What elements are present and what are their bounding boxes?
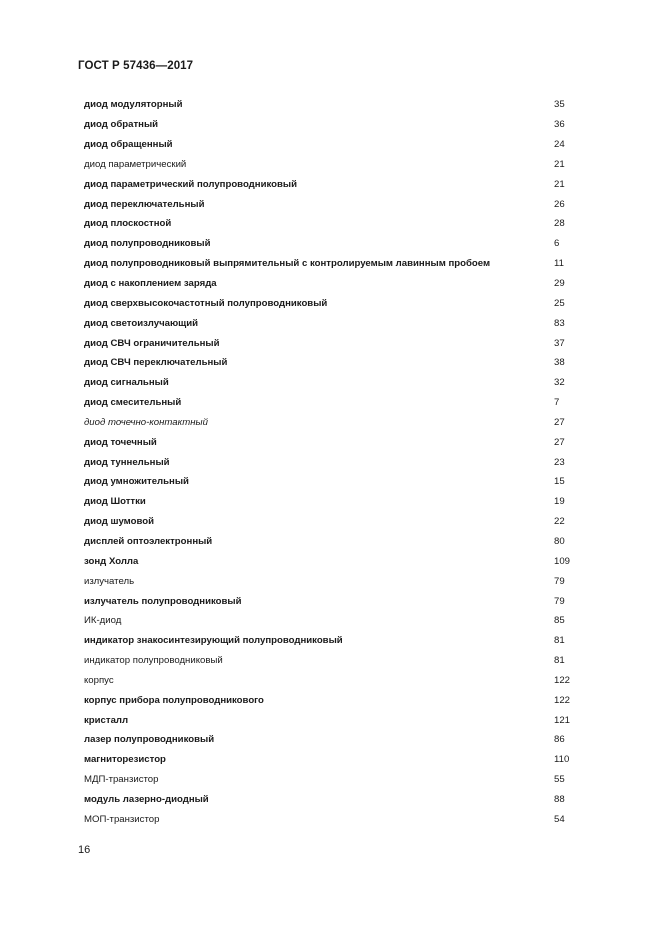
index-term: диод переключательный bbox=[84, 198, 205, 210]
index-entry bbox=[84, 333, 584, 353]
index-term: диод с накоплением заряда bbox=[84, 278, 217, 290]
index-entry bbox=[84, 571, 584, 591]
index-entry bbox=[84, 95, 584, 115]
index-term: диод точечный bbox=[84, 436, 157, 448]
index-entry bbox=[84, 670, 584, 690]
index-entry bbox=[84, 551, 584, 571]
index-term: лазер полупроводниковый bbox=[84, 734, 215, 746]
index-term: диод смесительный bbox=[84, 397, 182, 409]
index-entry bbox=[84, 353, 584, 373]
page-number: 16 bbox=[78, 844, 91, 856]
index-entry bbox=[84, 730, 584, 750]
index-page-ref: 35 bbox=[554, 99, 565, 111]
index-term: дисплей оптоэлектронный bbox=[84, 535, 213, 547]
index-entry bbox=[84, 194, 584, 214]
index-entry bbox=[84, 413, 584, 433]
index-page-ref: 36 bbox=[554, 119, 565, 131]
index-page-ref: 21 bbox=[554, 178, 565, 190]
index-term: диод Шоттки bbox=[84, 496, 146, 508]
index-page-ref: 55 bbox=[554, 774, 565, 786]
index-page-ref: 27 bbox=[554, 416, 565, 428]
index-term: диод модуляторный bbox=[84, 99, 183, 111]
index-page-ref: 15 bbox=[554, 476, 565, 488]
index-term: излучатель bbox=[84, 575, 135, 587]
index-entry bbox=[84, 234, 584, 254]
index-entry bbox=[84, 452, 584, 472]
index-page-ref: 79 bbox=[554, 595, 565, 607]
index-entry bbox=[84, 472, 584, 492]
index-entry bbox=[84, 174, 584, 194]
index-page-ref: 32 bbox=[554, 377, 565, 389]
index-entry bbox=[84, 770, 584, 790]
index-page-ref: 23 bbox=[554, 456, 565, 468]
index-term: диод полупроводниковый выпрямительный с контролируемым лавинным пробоем bbox=[84, 258, 491, 270]
index-entry bbox=[84, 809, 584, 829]
index-page-ref: 38 bbox=[554, 357, 565, 369]
index-page-ref: 25 bbox=[554, 297, 565, 309]
index-entry bbox=[84, 631, 584, 651]
index-page-ref: 79 bbox=[554, 575, 565, 587]
index-entry bbox=[84, 155, 584, 175]
index-term: излучатель полупроводниковый bbox=[84, 595, 242, 607]
index-term: зонд Холла bbox=[84, 555, 139, 567]
index-page-ref: 109 bbox=[554, 555, 571, 567]
index-page-ref: 81 bbox=[554, 655, 565, 667]
index-page-ref: 26 bbox=[554, 198, 565, 210]
index-entry bbox=[84, 512, 584, 532]
index-term: диод шумовой bbox=[84, 516, 155, 528]
index-entry bbox=[84, 690, 584, 710]
index-page-ref: 122 bbox=[554, 674, 571, 686]
index-page-ref: 121 bbox=[554, 714, 571, 726]
index-page-ref: 21 bbox=[554, 158, 565, 170]
index-page-ref: 110 bbox=[554, 754, 570, 766]
index-page-ref: 122 bbox=[554, 694, 571, 706]
index-page-ref: 80 bbox=[554, 535, 565, 547]
index-term: диод сигнальный bbox=[84, 377, 169, 389]
index-entry bbox=[84, 274, 584, 294]
index-page-ref: 6 bbox=[554, 238, 560, 250]
index-term: кристалл bbox=[84, 714, 129, 726]
index-page-ref: 83 bbox=[554, 317, 565, 329]
index-entry bbox=[84, 115, 584, 135]
index-page-ref: 27 bbox=[554, 436, 565, 448]
index-entry bbox=[84, 373, 584, 393]
index-term: диод светоизлучающий bbox=[84, 317, 199, 329]
index-entry bbox=[84, 432, 584, 452]
index-term: диод плоскостной bbox=[84, 218, 172, 230]
index-entry bbox=[84, 293, 584, 313]
index-term: диод сверхвысокочастотный полупроводниковый bbox=[84, 297, 328, 309]
index-term: магниторезистор bbox=[84, 754, 166, 766]
index-page-ref: 19 bbox=[554, 496, 565, 508]
index-page-ref: 11 bbox=[554, 258, 564, 270]
index-page-ref: 54 bbox=[554, 813, 565, 825]
index-entry bbox=[84, 790, 584, 810]
index-page-ref: 86 bbox=[554, 734, 565, 746]
index-term: диод СВЧ переключательный bbox=[84, 357, 228, 369]
index-term: МОП-транзистор bbox=[84, 813, 160, 825]
index-term: диод параметрический полупроводниковый bbox=[84, 178, 297, 190]
index-term: диод точечно-контактный bbox=[84, 416, 208, 428]
index-entry bbox=[84, 313, 584, 333]
index-entry bbox=[84, 651, 584, 671]
index-term: диод обращенный bbox=[84, 139, 173, 151]
index-term: диод умножительный bbox=[84, 476, 189, 488]
index-entry bbox=[84, 393, 584, 413]
index-entry bbox=[84, 492, 584, 512]
index-page-ref: 24 bbox=[554, 139, 565, 151]
index-page-ref: 88 bbox=[554, 793, 565, 805]
index-term: диод полупроводниковый bbox=[84, 238, 211, 250]
index-entry bbox=[84, 710, 584, 730]
index-entry bbox=[84, 254, 584, 274]
index-term: корпус bbox=[84, 674, 114, 686]
index-page-ref: 29 bbox=[554, 278, 565, 290]
index-entry bbox=[84, 591, 584, 611]
index-list bbox=[84, 95, 584, 829]
index-term: индикатор знакосинтезирующий полупроводниковый bbox=[84, 635, 343, 647]
index-term: корпус прибора полупроводникового bbox=[84, 694, 264, 706]
index-entry bbox=[84, 611, 584, 631]
index-term: МДП-транзистор bbox=[84, 774, 159, 786]
index-term: диод параметрический bbox=[84, 158, 187, 170]
index-entry bbox=[84, 750, 584, 770]
index-term: индикатор полупроводниковый bbox=[84, 655, 223, 667]
index-term: модуль лазерно-диодный bbox=[84, 793, 209, 805]
index-term: диод СВЧ ограничительный bbox=[84, 337, 220, 349]
index-entry bbox=[84, 135, 584, 155]
index-entry bbox=[84, 214, 584, 234]
index-page-ref: 7 bbox=[554, 397, 560, 409]
index-term: диод обратный bbox=[84, 119, 159, 131]
index-page-ref: 28 bbox=[554, 218, 565, 230]
index-page-ref: 81 bbox=[554, 635, 565, 647]
index-term: диод туннельный bbox=[84, 456, 170, 468]
index-term: ИК-диод bbox=[84, 615, 122, 627]
index-page-ref: 85 bbox=[554, 615, 565, 627]
index-page-ref: 37 bbox=[554, 337, 565, 349]
document-header: ГОСТ Р 57436—2017 bbox=[78, 60, 194, 72]
index-page-ref: 22 bbox=[554, 516, 565, 528]
index-entry bbox=[84, 532, 584, 552]
